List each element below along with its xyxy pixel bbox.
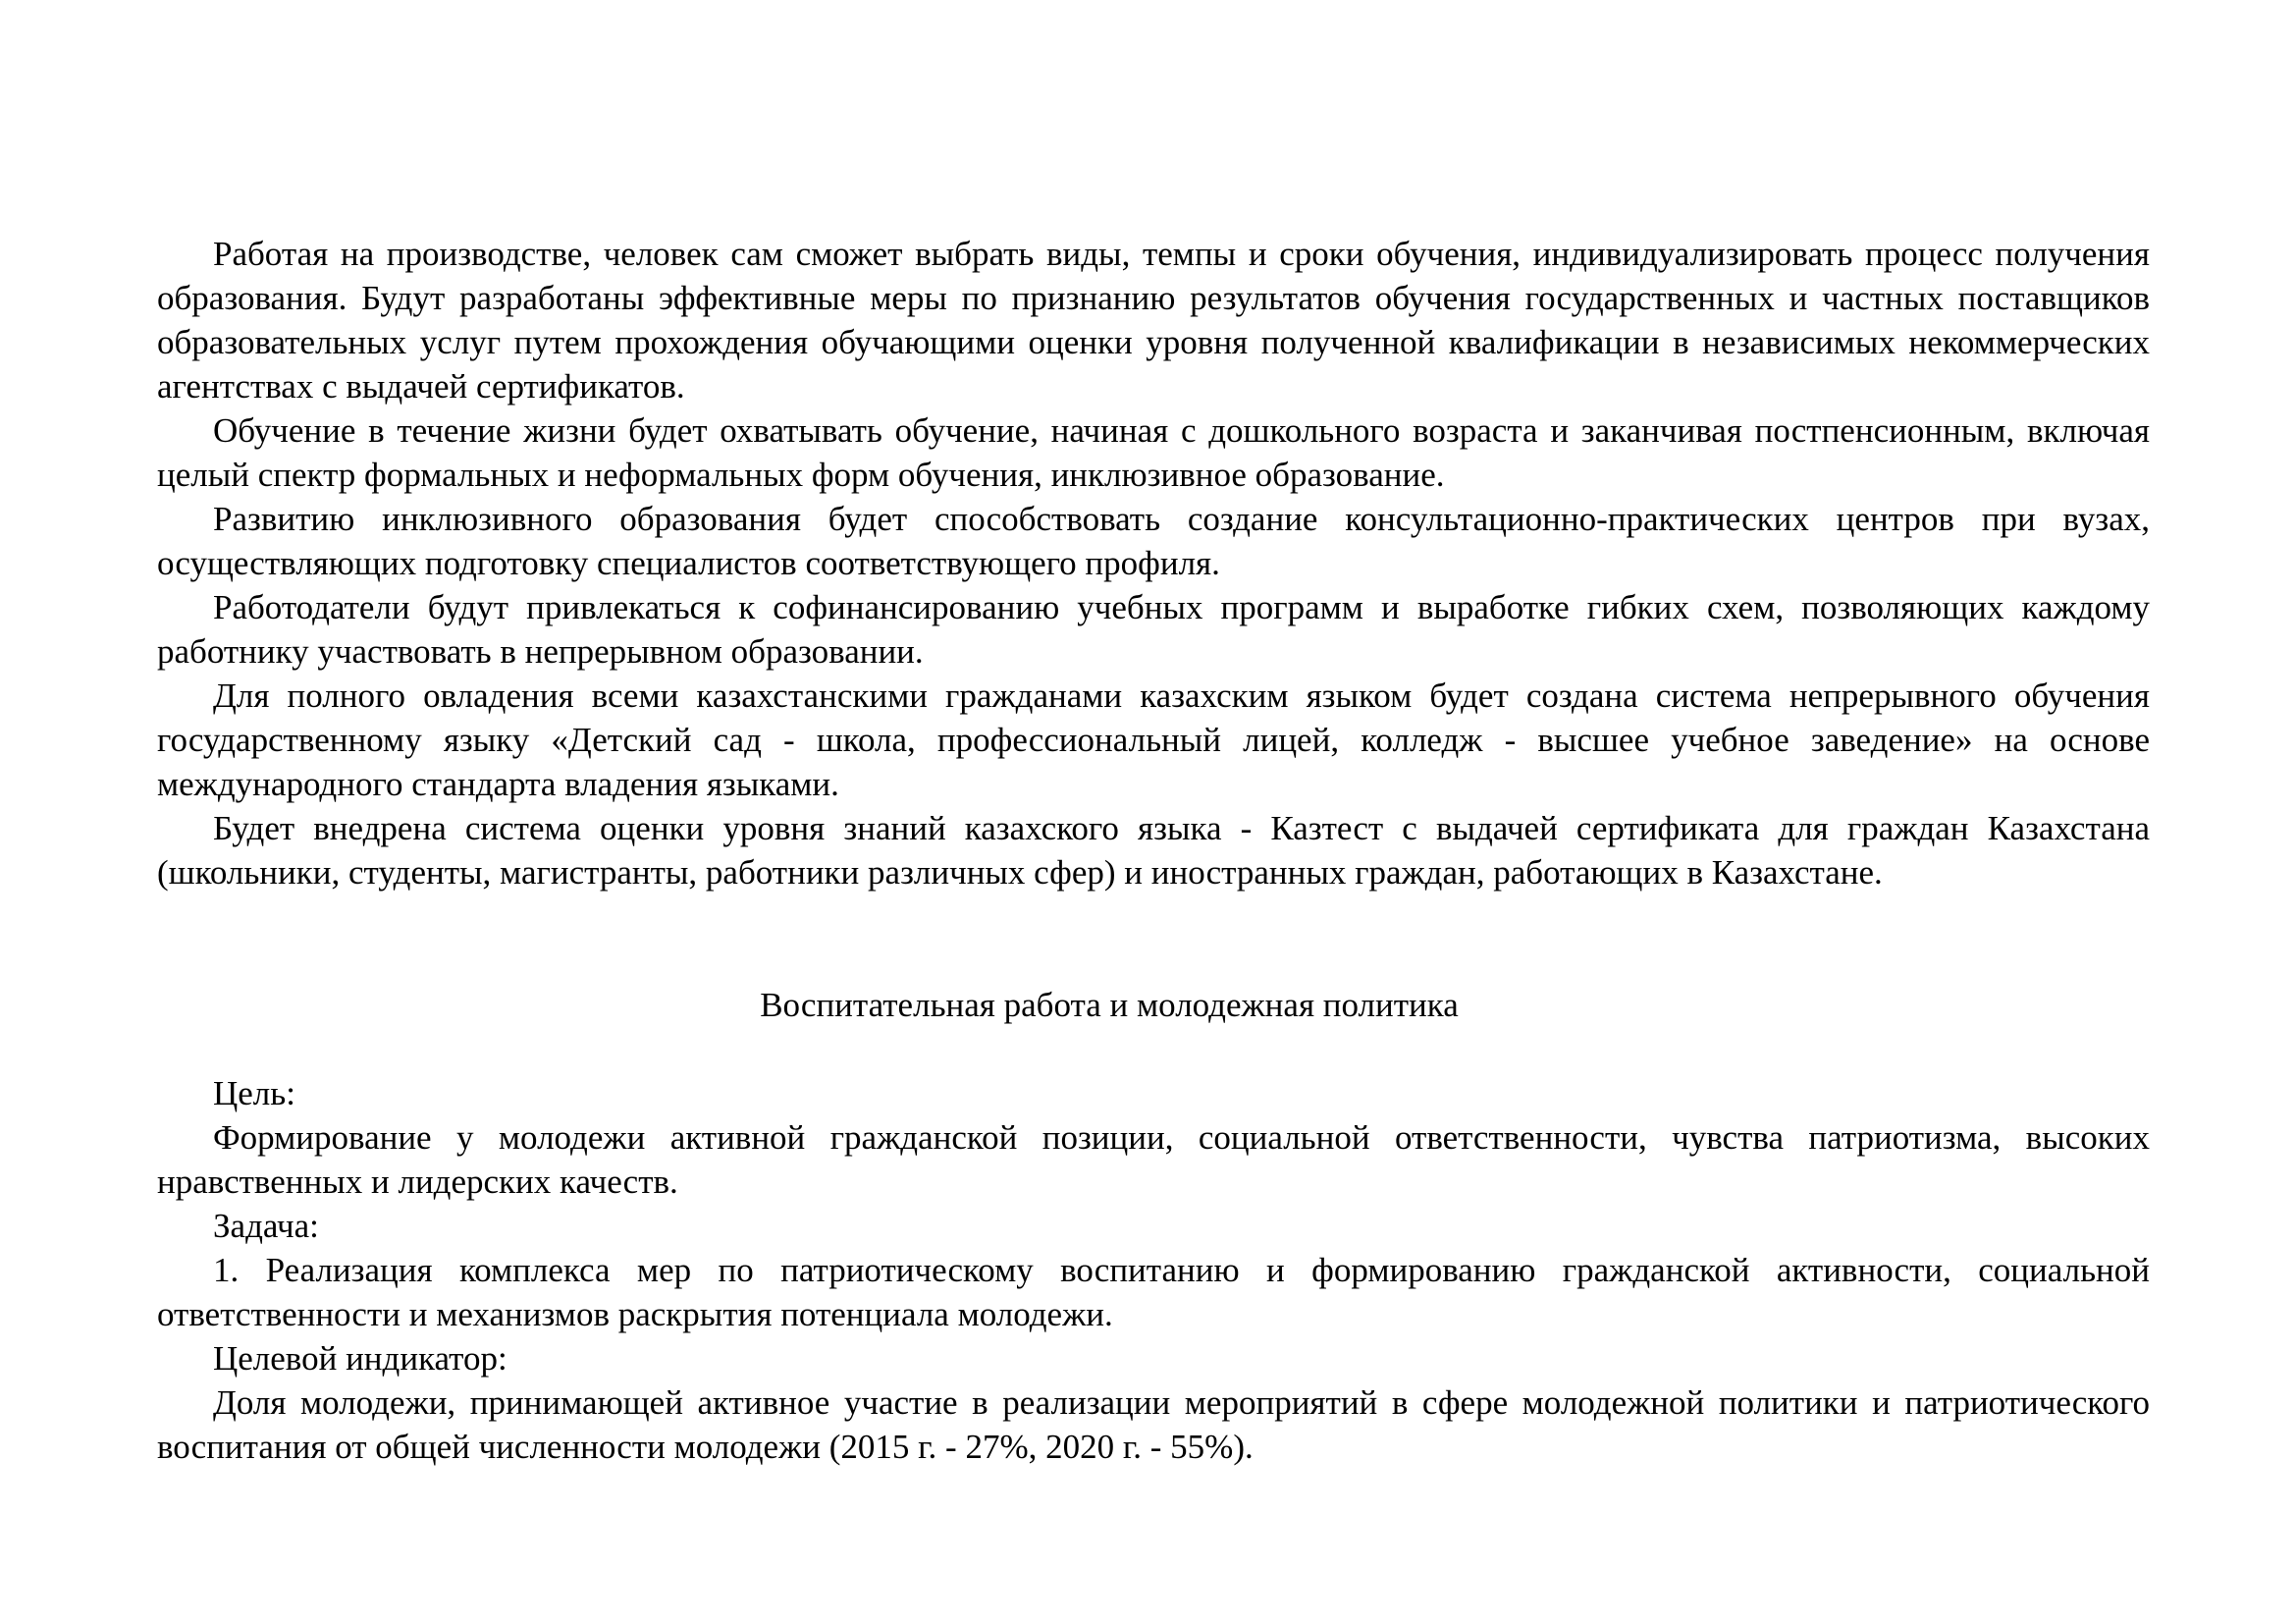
goal-text: Формирование у молодежи активной гражданской позиции, социальной ответственности, чувства патриотизма, высоких нравственных и лидерских качеств. — [157, 1118, 2150, 1201]
paragraph-lifelong-learning: Обучение в течение жизни будет охватывать обучение, начиная с дошкольного возраста и заканчивая постпенсионным, включая целый спектр формальных и неформальных форм обучения, инклюзивное образование. — [157, 411, 2150, 494]
indicator-label: Целевой индикатор: — [213, 1339, 507, 1378]
task-text: 1. Реализация комплекса мер по патриотическому воспитанию и формированию гражданской активности, социальной ответственности и механизмов раскрытия потенциала молодежи. — [157, 1251, 2150, 1333]
paragraph-employers-cofinancing: Работодатели будут привлекаться к софинансированию учебных программ и выработке гибких схем, позволяющих каждому работнику участвовать в непрерывном образовании. — [157, 588, 2150, 671]
task-label: Задача: — [213, 1207, 319, 1245]
paragraph-kazakh-language-system: Для полного овладения всеми казахстанскими гражданами казахским языком будет создана система непрерывного обучения государственному языку «Детский сад - школа, профессиональный лицей, колледж - высшее учебное заведение» на основе международного стандарта владения языками. — [157, 676, 2150, 803]
section-heading: Воспитательная работа и молодежная политика — [760, 986, 1459, 1024]
paragraph-inclusive-education: Развитию инклюзивного образования будет способствовать создание консультационно-практических центров при вузах, осуществляющих подготовку специалистов соответствующего профиля. — [157, 500, 2150, 582]
document-page — [157, 232, 2150, 1469]
spacer — [157, 894, 2150, 983]
paragraph-self-paced-learning: Работая на производстве, человек сам сможет выбрать виды, темпы и сроки обучения, индивидуализировать процесс получения образования. Будут разработаны эффективные меры по признанию результатов обучения государственных и частных поставщиков образовательных услуг путем прохождения обучающими оценки уровня полученной квалификации в независимых некоммерческих агентствах с выдачей сертификатов. — [157, 235, 2150, 406]
goal-label: Цель: — [213, 1074, 295, 1112]
paragraph-kaztest: Будет внедрена система оценки уровня знаний казахского языка - Казтест с выдачей сертификата для граждан Казахстана (школьники, студенты, магистранты, работники различных сфер) и иностранных граждан, работающих в Казахстане. — [157, 809, 2150, 892]
indicator-text: Доля молодежи, принимающей активное участие в реализации мероприятий в сфере молодежной политики и патриотического воспитания от общей численности молодежи (2015 г. - 27%, 2020 г. - 55%). — [157, 1383, 2150, 1466]
spacer — [157, 1027, 2150, 1071]
